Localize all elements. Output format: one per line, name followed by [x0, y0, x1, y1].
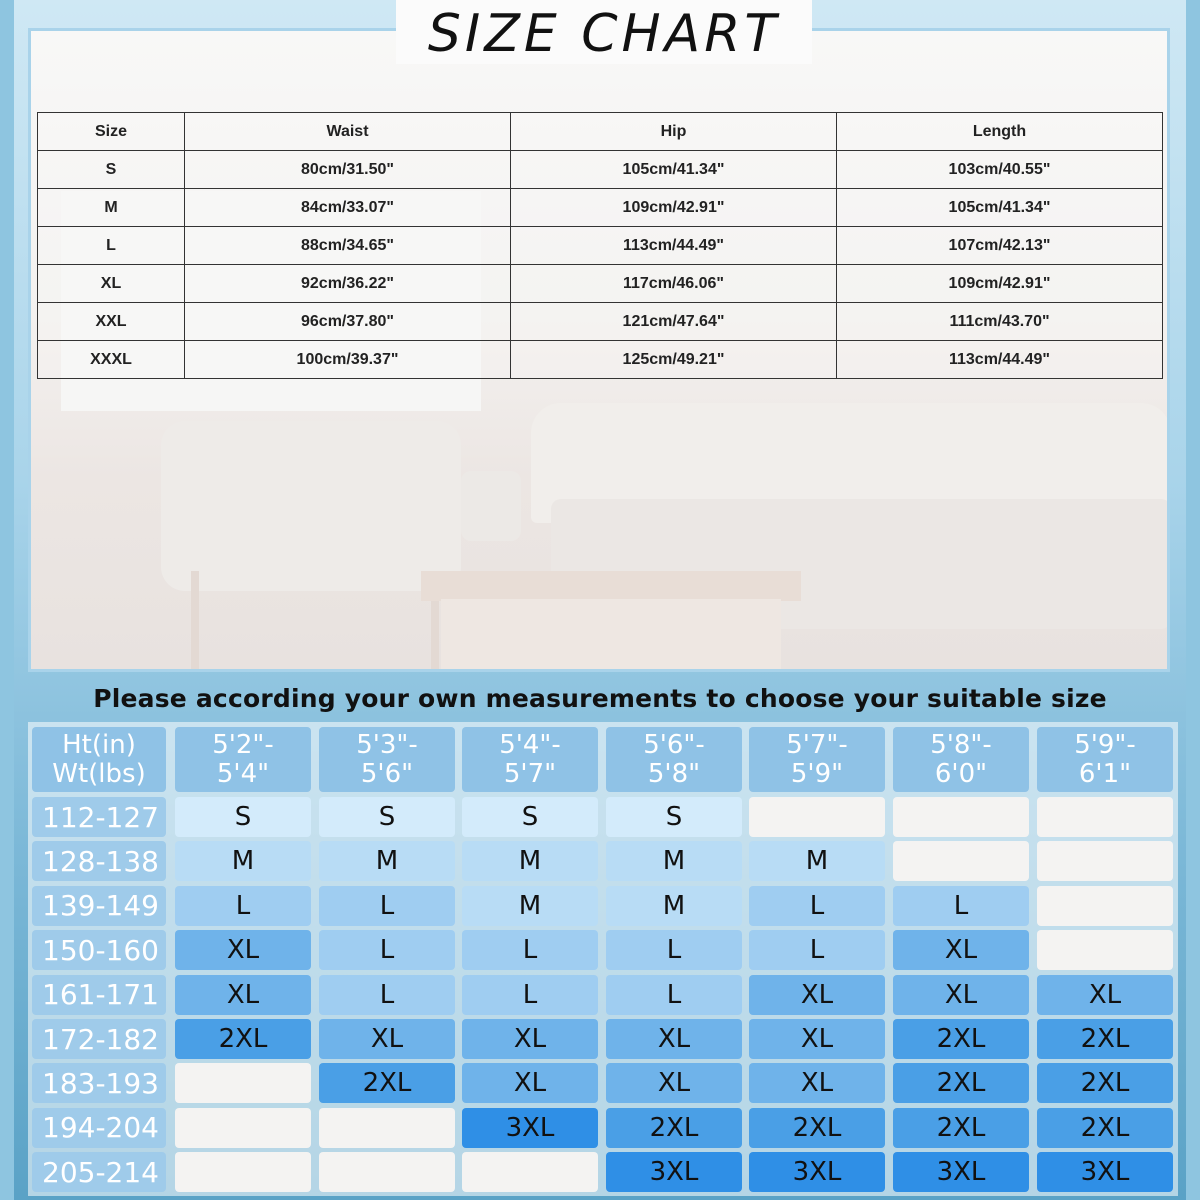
size-cell: [893, 797, 1029, 837]
size-cell: L: [319, 886, 455, 926]
size-cell: L: [749, 930, 885, 970]
table-cell: XL: [38, 265, 185, 303]
size-cell: 2XL: [1037, 1108, 1173, 1148]
size-cell: M: [749, 841, 885, 881]
table-cell: 113cm/44.49": [837, 341, 1163, 379]
header-line: 5'6"-: [643, 729, 705, 760]
size-cell: 3XL: [606, 1152, 742, 1192]
header-hip: Hip: [511, 113, 837, 151]
table-cell: 121cm/47.64": [511, 303, 837, 341]
table-cell: 100cm/39.37": [185, 341, 511, 379]
size-cell: [893, 841, 1029, 881]
header-line: 5'4": [216, 758, 270, 789]
height-header: [1037, 727, 1173, 792]
table-cell: 117cm/46.06": [511, 265, 837, 303]
table-row: [38, 189, 1163, 227]
size-cell: XL: [749, 1063, 885, 1103]
weight-label: 128-138: [32, 841, 166, 881]
weight-label: 205-214: [32, 1152, 166, 1192]
size-cell: S: [462, 797, 598, 837]
size-cell: XL: [1037, 975, 1173, 1015]
table-cell: 109cm/42.91": [837, 265, 1163, 303]
height-header: [749, 727, 885, 792]
weight-label: 161-171: [32, 975, 166, 1015]
height-header: [319, 727, 455, 792]
weight-label: 150-160: [32, 930, 166, 970]
instruction-text: Please according your own measurements to choose your suitable size: [93, 684, 1107, 713]
grid-corner-header: [32, 727, 166, 792]
size-cell: L: [462, 975, 598, 1015]
size-cell: 3XL: [893, 1152, 1029, 1192]
size-cell: [175, 1108, 311, 1148]
size-cell: L: [319, 930, 455, 970]
header-line: 5'3"-: [356, 729, 418, 760]
size-cell: L: [749, 886, 885, 926]
size-cell: 2XL: [175, 1019, 311, 1059]
measurement-table: [37, 112, 1163, 379]
chart-title: SIZE CHART: [427, 4, 781, 64]
height-header: [175, 727, 311, 792]
weight-label: 194-204: [32, 1108, 166, 1148]
size-cell: XL: [175, 975, 311, 1015]
size-cell: [1037, 841, 1173, 881]
header-line: 5'7": [503, 758, 557, 789]
size-cell: [462, 1152, 598, 1192]
height-header: [893, 727, 1029, 792]
header-line: 5'8": [647, 758, 701, 789]
header-line: 5'4"-: [499, 729, 561, 760]
size-cell: XL: [606, 1063, 742, 1103]
size-cell: XL: [462, 1063, 598, 1103]
size-cell: 2XL: [749, 1108, 885, 1148]
size-cell: XL: [175, 930, 311, 970]
weight-label: 172-182: [32, 1019, 166, 1059]
header-length: Length: [837, 113, 1163, 151]
size-cell: XL: [606, 1019, 742, 1059]
size-cell: 3XL: [1037, 1152, 1173, 1192]
table-cell: 109cm/42.91": [511, 189, 837, 227]
header-line: 5'9"-: [1074, 729, 1136, 760]
size-cell: L: [606, 930, 742, 970]
size-cell: L: [319, 975, 455, 1015]
size-cell: [749, 797, 885, 837]
table-cell: XXL: [38, 303, 185, 341]
size-cell: 2XL: [1037, 1019, 1173, 1059]
size-cell: M: [606, 886, 742, 926]
size-cell: M: [175, 841, 311, 881]
table-row: [38, 265, 1163, 303]
table-row: [38, 341, 1163, 379]
header-waist: Waist: [185, 113, 511, 151]
size-cell: M: [319, 841, 455, 881]
size-cell: 2XL: [893, 1063, 1029, 1103]
table-cell: L: [38, 227, 185, 265]
size-cell: 2XL: [893, 1019, 1029, 1059]
size-cell: M: [462, 886, 598, 926]
table-row: [38, 303, 1163, 341]
size-cell: [1037, 930, 1173, 970]
table-cell: 113cm/44.49": [511, 227, 837, 265]
header-line: 5'7"-: [786, 729, 848, 760]
table-cell: 105cm/41.34": [511, 151, 837, 189]
table-cell: 92cm/36.22": [185, 265, 511, 303]
weight-label: 183-193: [32, 1063, 166, 1103]
header-line: 5'8"-: [930, 729, 992, 760]
weight-label: 112-127: [32, 797, 166, 837]
table-cell: S: [38, 151, 185, 189]
table-cell: XXXL: [38, 341, 185, 379]
size-cell: L: [893, 886, 1029, 926]
size-cell: [1037, 886, 1173, 926]
table-cell: 80cm/31.50": [185, 151, 511, 189]
size-cell: [1037, 797, 1173, 837]
size-cell: 2XL: [319, 1063, 455, 1103]
size-cell: [319, 1108, 455, 1148]
size-cell: 2XL: [893, 1108, 1029, 1148]
table-cell: 84cm/33.07": [185, 189, 511, 227]
size-cell: XL: [893, 975, 1029, 1015]
header-size: Size: [38, 113, 185, 151]
size-cell: L: [175, 886, 311, 926]
size-cell: M: [606, 841, 742, 881]
size-cell: L: [606, 975, 742, 1015]
size-cell: [175, 1152, 311, 1192]
table-cell: M: [38, 189, 185, 227]
height-header: [462, 727, 598, 792]
table-cell: 96cm/37.80": [185, 303, 511, 341]
header-line: Wt(lbs): [52, 758, 146, 789]
size-cell: M: [462, 841, 598, 881]
header-line: 6'1": [1078, 758, 1132, 789]
table-header-row: [38, 113, 1163, 151]
size-cell: S: [319, 797, 455, 837]
table-row: [38, 227, 1163, 265]
table-cell: 103cm/40.55": [837, 151, 1163, 189]
size-cell: XL: [749, 975, 885, 1015]
header-line: 6'0": [934, 758, 988, 789]
size-cell: S: [175, 797, 311, 837]
size-cell: 2XL: [606, 1108, 742, 1148]
table-cell: 105cm/41.34": [837, 189, 1163, 227]
size-cell: L: [462, 930, 598, 970]
size-cell: 2XL: [1037, 1063, 1173, 1103]
size-cell: [319, 1152, 455, 1192]
table-cell: 107cm/42.13": [837, 227, 1163, 265]
table-cell: 111cm/43.70": [837, 303, 1163, 341]
table-cell: 125cm/49.21": [511, 341, 837, 379]
size-cell: XL: [462, 1019, 598, 1059]
header-line: Ht(in): [62, 729, 136, 760]
header-line: 5'6": [360, 758, 414, 789]
size-cell: XL: [319, 1019, 455, 1059]
size-cell: [175, 1063, 311, 1103]
weight-label: 139-149: [32, 886, 166, 926]
size-cell: S: [606, 797, 742, 837]
size-cell: 3XL: [462, 1108, 598, 1148]
size-cell: 3XL: [749, 1152, 885, 1192]
size-cell: XL: [749, 1019, 885, 1059]
height-header: [606, 727, 742, 792]
table-cell: 88cm/34.65": [185, 227, 511, 265]
header-line: 5'2"-: [212, 729, 274, 760]
table-row: [38, 151, 1163, 189]
header-line: 5'9": [790, 758, 844, 789]
size-cell: XL: [893, 930, 1029, 970]
